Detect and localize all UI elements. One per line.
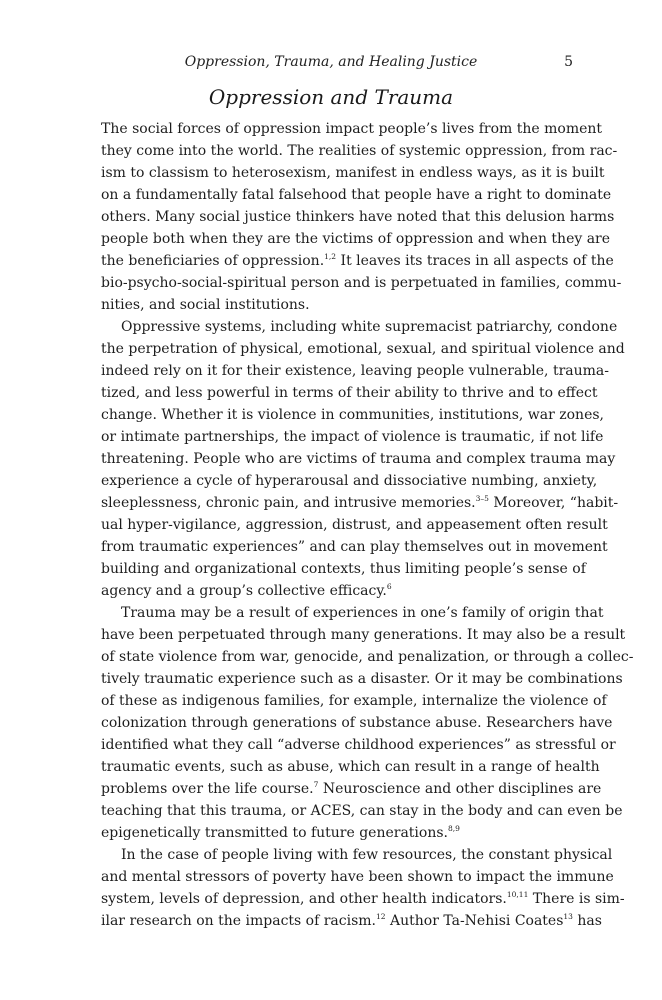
running-head xyxy=(0,52,662,72)
section-title: Oppression and Trauma xyxy=(208,85,454,109)
text-line: traumatic events, such as abuse, which can result in a range of health xyxy=(101,759,600,775)
body-text xyxy=(101,118,634,932)
footnote-ref: 1,2 xyxy=(324,252,337,261)
text-line: they come into the world. The realities of systemic oppression, from rac- xyxy=(101,143,618,159)
footnote-ref: 7 xyxy=(313,780,319,789)
text-line: nities, and social institutions. xyxy=(101,297,310,313)
text-line: the beneficiaries of oppression.$^{1,2}$ It leaves its traces in all aspects of the xyxy=(101,252,614,269)
footnote-ref: 10,11 xyxy=(506,890,529,899)
footnote-ref: 8,9 xyxy=(448,824,460,833)
text-line: on a fundamentally fatal falsehood that people have a right to dominate xyxy=(101,187,612,203)
text-line: colonization through generations of substance abuse. Researchers have xyxy=(101,715,613,731)
text-line: agency and a group’s collective efficacy.$^6$ xyxy=(101,582,392,599)
text-line: ual hyper-vigilance, aggression, distrust, and appeasement often result xyxy=(101,517,608,533)
text-line: of state violence from war, genocide, and penalization, or through a collec- xyxy=(101,649,634,665)
text-line: ism to classism to heterosexism, manifest in endless ways, as it is built xyxy=(101,165,605,181)
footnote-ref: 3–5 xyxy=(475,494,489,503)
text-line: threatening. People who are victims of trauma and complex trauma may xyxy=(101,451,616,467)
text-line: ilar research on the impacts of racism.$^{12}$ Author Ta-Nehisi Coates$^{13}$ has xyxy=(101,912,602,929)
running-title: Oppression, Trauma, and Healing Justice xyxy=(184,54,478,70)
paragraph xyxy=(101,118,622,316)
text-line: change. Whether it is violence in communities, institutions, war zones, xyxy=(101,407,604,423)
text-line: teaching that this trauma, or ACES, can stay in the body and can even be xyxy=(101,803,623,819)
text-line: of these as indigenous families, for example, internalize the violence of xyxy=(101,693,607,709)
text-line: experience a cycle of hyperarousal and dissociative numbing, anxiety, xyxy=(101,473,598,489)
text-line: people both when they are the victims of oppression and when they are xyxy=(101,231,611,247)
text-line: Oppressive systems, including white supremacist patriarchy, condone xyxy=(121,319,618,335)
footnote-ref: 6 xyxy=(386,582,392,591)
text-line: from traumatic experiences” and can play themselves out in movement xyxy=(101,539,608,555)
footnote-ref: 13 xyxy=(563,912,573,921)
text-line: or intimate partnerships, the impact of violence is traumatic, if not life xyxy=(101,429,604,445)
paragraph xyxy=(101,844,625,932)
page-number: 5 xyxy=(564,54,573,70)
text-line: tively traumatic experience such as a disaster. Or it may be combinations xyxy=(101,671,623,687)
text-line: indeed rely on it for their existence, leaving people vulnerable, trauma- xyxy=(101,363,609,379)
text-line: sleeplessness, chronic pain, and intrusive memories.$^{3-5}$ Moreover, “habit- xyxy=(101,494,619,511)
text-line: In the case of people living with few resources, the constant physical xyxy=(121,847,613,863)
text-line: tized, and less powerful in terms of their ability to thrive and to effect xyxy=(101,385,598,401)
text-line: others. Many social justice thinkers have noted that this delusion harms xyxy=(101,209,615,225)
text-line: and mental stressors of poverty have been shown to impact the immune xyxy=(101,869,614,885)
text-line: identified what they call “adverse childhood experiences” as stressful or xyxy=(101,737,616,753)
text-line: problems over the life course.$^7$ Neuroscience and other disciplines are xyxy=(101,780,602,797)
paragraph xyxy=(101,316,625,602)
text-line: have been perpetuated through many generations. It may also be a result xyxy=(101,627,626,643)
paragraph xyxy=(101,602,634,844)
footnote-ref: 12 xyxy=(376,912,386,921)
text-line: Trauma may be a result of experiences in one’s family of origin that xyxy=(121,605,604,621)
text-line: the perpetration of physical, emotional, sexual, and spiritual violence and xyxy=(101,341,625,357)
text-line: bio-psycho-social-spiritual person and is perpetuated in families, commu- xyxy=(101,275,622,291)
text-line: building and organizational contexts, thus limiting people’s sense of xyxy=(101,561,586,577)
text-line: system, levels of depression, and other health indicators.$^{10,11}$ There is sim- xyxy=(101,890,625,907)
text-line: epigenetically transmitted to future generations.$^{8,9}$ xyxy=(101,824,460,841)
text-line: The social forces of oppression impact people’s lives from the moment xyxy=(101,121,603,137)
